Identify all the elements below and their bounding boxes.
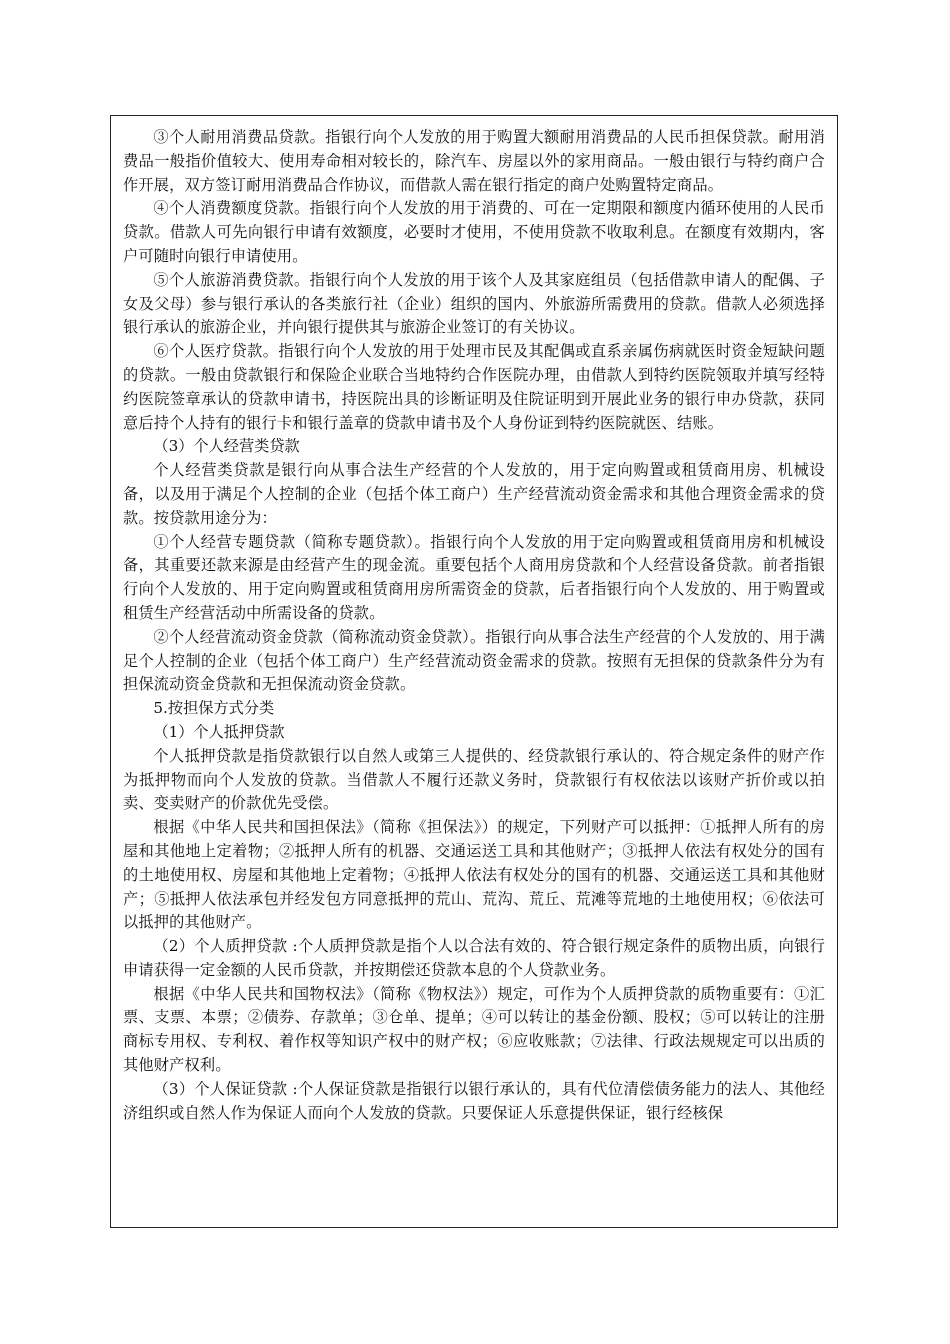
paragraph-consumer-credit-line: ④个人消费额度贷款。指银行向个人发放的用于消费的、可在一定期限和额度内循环使用的人民币贷款。借款人可先向银行申请有效额度，必要时才使用，不使用贷款不收取利息。在额度有效期内，客户可随时向银行申请使用。 <box>123 199 825 265</box>
paragraph-durable-goods-loan: ③个人耐用消费品贷款。指银行向个人发放的用于购置大额耐用消费品的人民币担保贷款。耐用消费品一般指价值较大、使用寿命相对较长的，除汽车、房屋以外的家用商品。一般由银行与特约商户合作开展，双方签订耐用消费品合作协议，而借款人需在银行指定的商户处购置特定商品。 <box>123 128 825 194</box>
paragraph-travel-loan: ⑤个人旅游消费贷款。指银行向个人发放的用于该个人及其家庭组员（包括借款申请人的配偶、子女及父母）参与银行承认的各类旅行社（企业）组织的国内、外旅游所需费用的贷款。借款人必须选择银行承认的旅游企业，并向银行提供其与旅游企业签订的有关协议。 <box>123 270 825 337</box>
paragraph-mortgage-loan-definition: 个人抵押贷款是指贷款银行以自然人或第三人提供的、经贷款银行承认的、符合规定条件的财产作为抵押物而向个人发放的贷款。当借款人不履行还款义务时，贷款银行有权依法以该财产折价或以拍卖、变卖财产的价款优先受偿。 <box>123 746 825 813</box>
paragraph-medical-loan: ⑥个人医疗贷款。指银行向个人发放的用于处理市民及其配偶或直系亲属伤病就医时资金短缺问题的贷款。一般由贷款银行和保险企业联合当地特约合作医院办理，由借款人到特约医院领取并填写经特约医院签章承认的贷款申请书，持医院出具的诊断证明及住院证明到开展此业务的银行申办贷款，获同意后持个人持有的银行卡和银行盖章的贷款申请书及个人身份证到特约医院就医、结账。 <box>123 342 825 432</box>
paragraph-working-capital-loan: ②个人经营流动资金贷款（简称流动资金贷款）。指银行向从事合法生产经营的个人发放的、用于满足个人控制的企业（包括个体工商户）生产经营流动资金需求的贷款。按照有无担保的贷款条件分为有担保流动资金贷款和无担保流动资金贷款。 <box>123 627 825 694</box>
heading-guarantee-classification: 5.按担保方式分类 <box>153 699 275 718</box>
paragraph-guarantee-loan: （3）个人保证贷款 :个人保证贷款是指银行以银行承认的，具有代位清偿债务能力的法人、其他经济组织或自然人作为保证人而向个人发放的贷款。只要保证人乐意提供保证，银行经核保 <box>123 1079 825 1122</box>
paragraph-pledgeable-items: 根据《中华人民共和国物权法》（简称《物权法》）规定，可作为个人质押贷款的质物重要有：①汇票、支票、本票；②债券、存款单；③仓单、提单；④可以转让的基金份额、股权；⑤可以转让的注册商标专用权、专利权、着作权等知识产权中的财产权；⑥应收账款；⑦法律、行政法规规定可以出质的其他财产权利。 <box>123 984 825 1075</box>
paragraph-pledge-loan: （2）个人质押贷款 :个人质押贷款是指个人以合法有效的、符合银行规定条件的质物出质，向银行申请获得一定金额的人民币贷款，并按期偿还贷款本息的个人贷款业务。 <box>123 937 825 979</box>
paragraph-special-business-loan: ①个人经营专题贷款（简称专题贷款）。指银行向个人发放的用于定向购置或租赁商用房和机械设备，其重要还款来源是由经营产生的现金流。重要包括个人商用房贷款和个人经营设备贷款。前者指银行向个人发放的、用于定向购置或租赁商用房所需资金的贷款，后者指银行向个人发放的、用于购置或租赁生产经营活动中所需设备的贷款。 <box>123 532 825 622</box>
document-frame <box>110 115 838 1228</box>
heading-business-loans: （3）个人经营类贷款 <box>153 437 300 456</box>
paragraph-mortgageable-property: 根据《中华人民共和国担保法》（简称《担保法》）的规定，下列财产可以抵押：①抵押人所有的房屋和其他地上定着物；②抵押人所有的机器、交通运送工具和其他财产；③抵押人依法有权处分的国有的土地使用权、房屋和其他地上定着物；④抵押人依法有权处分的国有的机器、交通运送工具和其他财产；⑤抵押人依法承包并经发包方同意抵押的荒山、荒沟、荒丘、荒滩等荒地的土地使用权；⑥依法可以抵押的其他财产。 <box>123 818 825 932</box>
heading-mortgage-loan: （1）个人抵押贷款 <box>153 722 285 741</box>
paragraph-business-loans-intro: 个人经营类贷款是银行向从事合法生产经营的个人发放的，用于定向购置或租赁商用房、机械设备，以及用于满足个人控制的企业（包括个体工商户）生产经营流动资金需求和其他合理资金需求的贷款。按贷款用途分为： <box>123 461 825 527</box>
